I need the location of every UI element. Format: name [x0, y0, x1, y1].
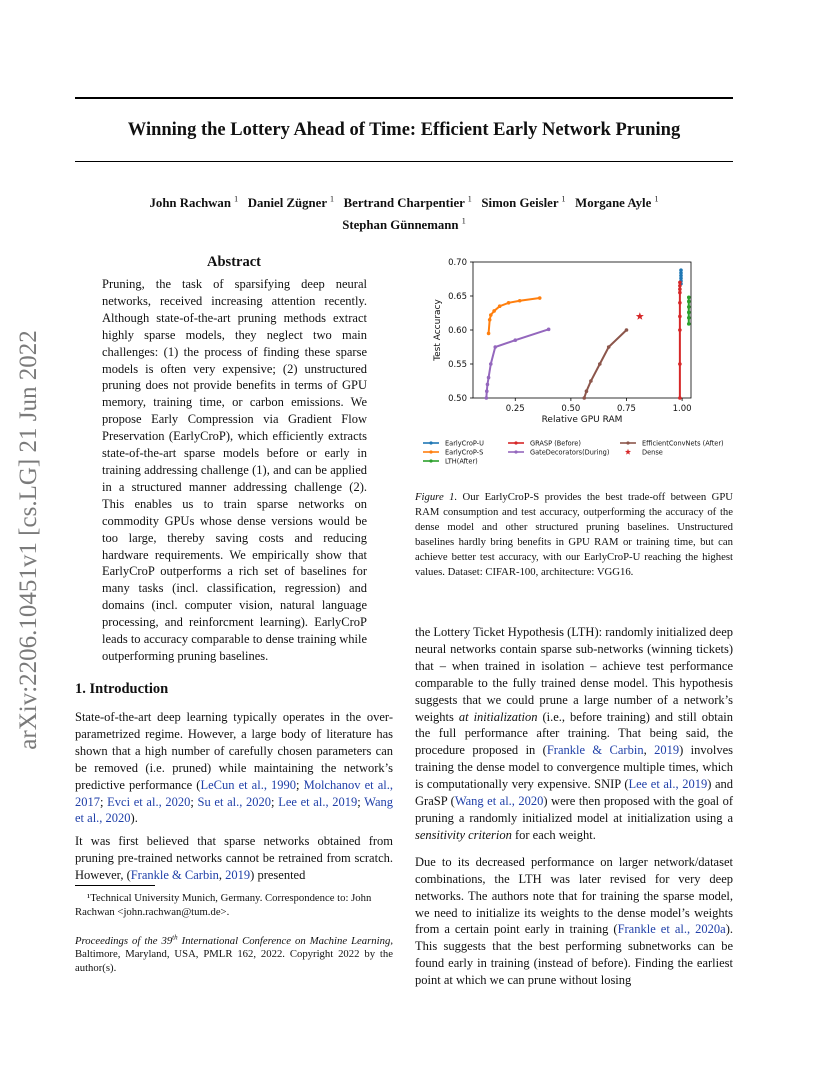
author-name: Simon Geisler $^1$ [481, 195, 566, 211]
legend-label: EfficientConvNets (After) [642, 439, 724, 448]
citation-link[interactable]: Frankle et al., 2020a [617, 922, 726, 937]
data-point [687, 311, 691, 315]
legend-label: EarlyCroP-U [445, 439, 484, 448]
data-point [513, 338, 517, 342]
data-point [489, 313, 493, 317]
citation-link[interactable]: 2019 [654, 743, 680, 758]
data-point [492, 309, 496, 313]
legend-marker [429, 459, 432, 462]
data-point [687, 296, 691, 300]
y-tick-label: 0.70 [448, 258, 467, 268]
text-run: sensitivity criterion [415, 827, 512, 842]
citation-link[interactable]: Frankle & Carbin [546, 743, 644, 758]
author-affiliation: 1 [330, 195, 334, 204]
x-tick-label: 1.00 [672, 404, 692, 414]
data-point [487, 332, 491, 336]
citation-link[interactable]: Su et al., 2020 [197, 794, 272, 809]
legend-marker [626, 441, 629, 444]
data-point [679, 268, 683, 272]
data-point [678, 315, 682, 319]
intro-paragraph-2 [75, 833, 393, 884]
figure-1-chart [415, 250, 733, 475]
caption-text: Our EarlyCroP-S provides the best trade-off between GPU RAM consumption and test accuracy, outperforming the accuracy of the dense model and other structured pruning baselines. Unstructured baselines hardly bring benefits in GPU RAM or training time, but can achieve better test accuracy, with our EarlyCroP-U reaching the highest values. Dataset: CIFAR-100, architecture: VGG16. [415, 491, 733, 578]
arxiv-id-text: arXiv:2206.10451v1 [cs.LG] 21 Jun 2022 [15, 330, 42, 750]
text-run: ; [296, 777, 304, 792]
data-point [678, 287, 682, 291]
caption-label: Figure 1. [415, 491, 458, 503]
intro-left-column [75, 709, 393, 890]
text-run: It was first believed that sparse networks obtained from pruning pre-trained networks cannot be retrained from scratch. However, ( [75, 834, 393, 883]
data-point [485, 396, 489, 400]
right-column [415, 624, 733, 995]
x-tick-label: 0.25 [505, 404, 525, 414]
data-point [486, 383, 490, 387]
series-line [489, 298, 540, 333]
data-point [678, 291, 682, 295]
citation-link[interactable]: Molchanov et al., 2017 [75, 777, 393, 809]
proceedings-note [75, 931, 393, 975]
text-run: ; [271, 794, 279, 809]
title-top-rule [75, 97, 733, 99]
text-run: ). [130, 811, 138, 826]
y-axis-label: Test Accuracy [433, 299, 443, 361]
legend-marker [514, 441, 517, 444]
proceedings-rest: , Baltimore, Maryland, USA, PMLR 162, 2022. Copyright 2022 by the author(s). [75, 934, 393, 974]
author-affiliation: 1 [467, 195, 472, 204]
text-run: ) involves training the dense model to convergence multiple times, which is computationally very expensive. SNIP ( [415, 743, 734, 792]
data-point [678, 284, 682, 288]
data-point [687, 305, 691, 309]
author-name: Stephan Günnemann $^1$ [342, 216, 466, 232]
data-point [625, 328, 629, 332]
text-run: Due to its decreased performance on larger network/dataset combinations, the LTH was later revised for very deep networks. The authors note that for training the sparse model, we need to initialize its weights to the dense model’s weights from a certain point early in training ( [415, 854, 733, 937]
footnote-text: ¹Technical University Munich, Germany. Correspondence to: John Rachwan <john.rachwan@tum.de>. [75, 892, 372, 918]
legend-marker-star [625, 449, 631, 455]
legend-label: GateDecorators(During) [530, 448, 610, 457]
data-point-star [636, 312, 644, 320]
author-affiliation: 1 [234, 195, 239, 204]
author-affiliation: 1 [654, 195, 659, 204]
citation-link[interactable]: LeCun et al., 1990 [200, 777, 297, 792]
x-tick-label: 0.75 [617, 404, 636, 414]
data-point [598, 362, 602, 366]
x-axis-label: Relative GPU RAM [541, 415, 623, 425]
plot-frame [473, 262, 691, 398]
data-point [678, 301, 682, 305]
data-point [678, 362, 682, 366]
text-run: at initialization [458, 709, 538, 724]
legend-label: Dense [642, 448, 663, 457]
y-tick-label: 0.60 [448, 326, 467, 336]
data-point [589, 379, 593, 383]
paper-title: Winning the Lottery Ahead of Time: Efficient Early Network Pruning [127, 120, 681, 140]
proceedings-pre: Proceedings of the 39 [75, 934, 173, 947]
data-point [687, 316, 691, 320]
author-name: Bertrand Charpentier $^1$ [343, 195, 472, 211]
data-point [498, 304, 502, 308]
data-point [489, 362, 493, 366]
data-point [687, 300, 691, 304]
text-run: ) presented [250, 868, 306, 883]
data-point [547, 328, 551, 332]
series-line [486, 329, 548, 398]
data-point [678, 328, 682, 332]
data-point [493, 345, 497, 349]
text-run: ; [357, 794, 365, 809]
data-point [538, 296, 542, 300]
data-point [507, 301, 511, 305]
citation-link[interactable]: Frankle & Carbin [130, 868, 219, 883]
text-run: ; [100, 794, 108, 809]
text-run: , [643, 743, 655, 758]
data-point [687, 322, 691, 326]
y-tick-label: 0.65 [448, 292, 467, 302]
footnote-rule [75, 885, 155, 886]
title-bottom-rule [75, 161, 733, 162]
author-affiliation: 1 [561, 195, 566, 204]
author-name: John Rachwan $^1$ [149, 195, 239, 211]
citation-link[interactable]: 2019 [225, 868, 251, 883]
citation-link[interactable]: Wang et al., 2020 [75, 794, 394, 826]
author-name: Daniel Zügner $^1$ [247, 195, 334, 211]
legend-label: GRASP (Before) [530, 439, 581, 448]
abstract-text: Pruning, the task of sparsifying deep neural networks, received increasing attention recently. Although state-of-the-art pruning methods extract highly sparse models, they neglect two main challenges: (1) the process of finding these sparse models is often very expensive; (2) unstructured pruning does not provide benefits in terms of GPU memory, training time, or carbon emissions. We propose Early Compression via Gradient Flow Preservation (EarlyCroP), which efficiently extracts state-of-the-art sparse models before or early in training addressing challenge (1), and can be applied in a structured manner addressing challenge (2). This enables us to train sparse networks on commodity GPUs whose dense versions would be too large, thereby saving costs and reducing hardware requirements. We empirically show that EarlyCroP outperforms a rich set of baselines for many tasks (incl. classification, regression) and domains (incl. computer vision, natural language processing, and reinforcment learning). EarlyCroP leads to accuracy comparable to dense training while outperforming pruning baselines. [102, 277, 367, 663]
author-name: Morgane Ayle $^1$ [575, 195, 659, 211]
citation-link[interactable]: Wang et al., 2020 [454, 794, 544, 809]
legend-marker [429, 450, 432, 453]
data-point [585, 389, 589, 393]
data-point [678, 281, 682, 285]
proceedings-sup: th [172, 933, 178, 941]
figure-1-caption [415, 490, 733, 580]
footnote [75, 892, 393, 919]
data-point [487, 376, 491, 380]
text-run: ) and GraSP ( [415, 777, 733, 809]
text-run: the Lottery Ticket Hypothesis (LTH): randomly initialized deep neural networks contain sparse sub-networks (winning tickets) that – when trained in isolation – achieve test performance comparable to the fully trained dense model. This hypothesis suggests that we could prune a large number of a network’s weights [415, 625, 733, 724]
y-tick-label: 0.55 [448, 360, 467, 370]
right-paragraph-2 [415, 854, 733, 989]
legend-marker [429, 441, 432, 444]
legend-marker [514, 450, 517, 453]
legend-label: EarlyCroP-S [445, 448, 484, 457]
data-point [488, 318, 492, 322]
citation-link[interactable]: Lee et al., 2019 [628, 777, 708, 792]
data-point [582, 396, 586, 400]
arxiv-side-stamp [4, 300, 54, 780]
text-run: ; [190, 794, 198, 809]
author-affiliation: 1 [461, 216, 466, 226]
section-heading-introduction: 1. Introduction [75, 681, 169, 697]
text-run: (i.e., before training) and still obtain the full performance after training. That being said, the procedure proposed in ( [415, 709, 733, 758]
proceedings-post: International Conference on Machine Learning [177, 934, 391, 947]
data-point [607, 345, 611, 349]
author-list [75, 191, 733, 234]
citation-link[interactable]: Lee et al., 2019 [278, 794, 358, 809]
text-run: ). This suggests that the best performing subnetworks can be found early in training (instead of before). Finding the earliest point at which we can prune without losing [415, 922, 733, 988]
abstract-heading: Abstract [207, 254, 261, 270]
citation-link[interactable]: Evci et al., 2020 [107, 794, 191, 809]
y-tick-label: 0.50 [448, 394, 467, 404]
text-run: State-of-the-art deep learning typically operates in the over-parametrized regime. However, a large body of literature has shown that a high number of carefully chosen parameters can be removed (i.e. pruned) while maintaining the network’s predictive performance ( [75, 710, 393, 792]
right-paragraph-1 [415, 624, 733, 844]
data-point [678, 396, 682, 400]
text-run: ) were then proposed with the goal of pruning a randomly initialized model at initialization using a [415, 794, 733, 825]
x-tick-label: 0.50 [561, 404, 581, 414]
text-run: for each weight. [511, 827, 596, 842]
data-point [518, 299, 522, 303]
text-run: , [218, 868, 226, 883]
series-line [584, 330, 626, 398]
intro-paragraph-1 [75, 709, 393, 827]
legend-label: LTH(After) [445, 457, 478, 466]
data-point [485, 389, 489, 393]
